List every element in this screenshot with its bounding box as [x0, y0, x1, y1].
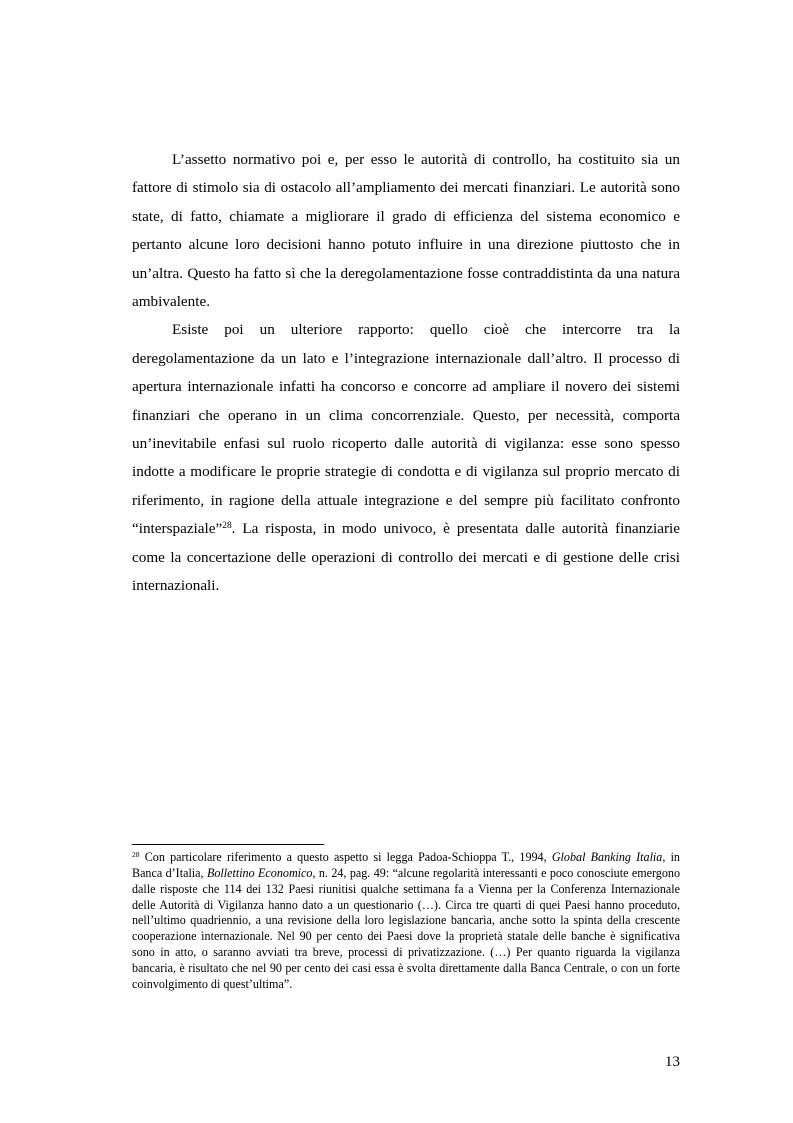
paragraph-2-text-before-ref: Esiste poi un ulteriore rapporto: quello cioè che intercorre tra la deregolamentazione da un lato e l’integrazione internazionale dall’altro. Il processo di apertura internazionale infatti ha concorso e concorre ad ampliare il novero dei sistemi finanziari che operano in un clima concorrenziale. Questo, per necessità, comporta un’inevitabile enfasi sul ruolo ricoperto dalle autorità di vigilanza: esse sono spesso indotte a modificare le proprie strategie di condotta e di vigilanza sul proprio mercato di riferimento, in ragione della attuale integrazione e del sempre più facilitato confronto “interspaziale” — [132, 321, 680, 538]
body-text — [132, 146, 680, 601]
footnote — [132, 850, 680, 993]
page-number: 13 — [664, 1053, 680, 1070]
footnote-italic-title-1: Global Banking Italia — [551, 850, 663, 864]
footnote-text-part-1: Con particolare riferimento a questo aspetto si legga Padoa-Schioppa T., 1994, — [139, 850, 552, 864]
footnote-number: 28 — [132, 849, 140, 859]
paragraph-1: L’assetto normativo poi e, per esso le autorità di controllo, ha costituito sia un fattore di stimolo sia di ostacolo all’ampliamento dei mercati finanziari. Le autorità sono state, di fatto, chiamate a migliorare il grado di efficienza del sistema economico e pertanto alcune loro decisioni hanno potuto influire in una direzione piuttosto che in un’altra. Questo ha fatto sì che la deregolamentazione fosse contraddistinta da una natura ambivalente. — [132, 151, 680, 311]
footnote-reference: 28 — [222, 521, 232, 532]
footnote-separator — [132, 844, 324, 845]
paragraph-2 — [132, 316, 680, 600]
paragraph-2-text-after-ref: . La risposta, in modo univoco, è presentata dalle autorità finanziarie come la concertazione delle operazioni di controllo dei mercati e di gestione delle crisi internazionali. — [132, 520, 680, 595]
footnote-italic-title-2: Bollettino Economico — [206, 865, 313, 880]
footnote-text-part-2: , in Banca d’Italia, — [132, 850, 680, 880]
footnote-text-part-3: , n. 24, pag. 49: “alcune regolarità interessanti e poco conosciute emergono dalle risposte che 114 dei 132 Paesi riunitisi qualche settimana fa a Vienna per la Conferenza Internazionale delle Autorità di Vigilanza hanno dato a un questionario (…). Circa tre quarti di quei Paesi hanno proceduto, nell’ultimo quadriennio, a una revisione della loro legislazione bancaria, anche sotto la spinta della crescente cooperazione internazionale. Nel 90 per cento dei Paesi dove la proprietà statale delle banche è significativa sono in atto, o saranno avviati tra breve, processi di privatizzazione. (…) Per quanto riguarda la vigilanza bancaria, è risultato che nel 90 per cento dei casi essa è svolta direttamente dalla Banca Centrale, o con un forte coinvolgimento di quest’ultima”. — [132, 865, 680, 991]
